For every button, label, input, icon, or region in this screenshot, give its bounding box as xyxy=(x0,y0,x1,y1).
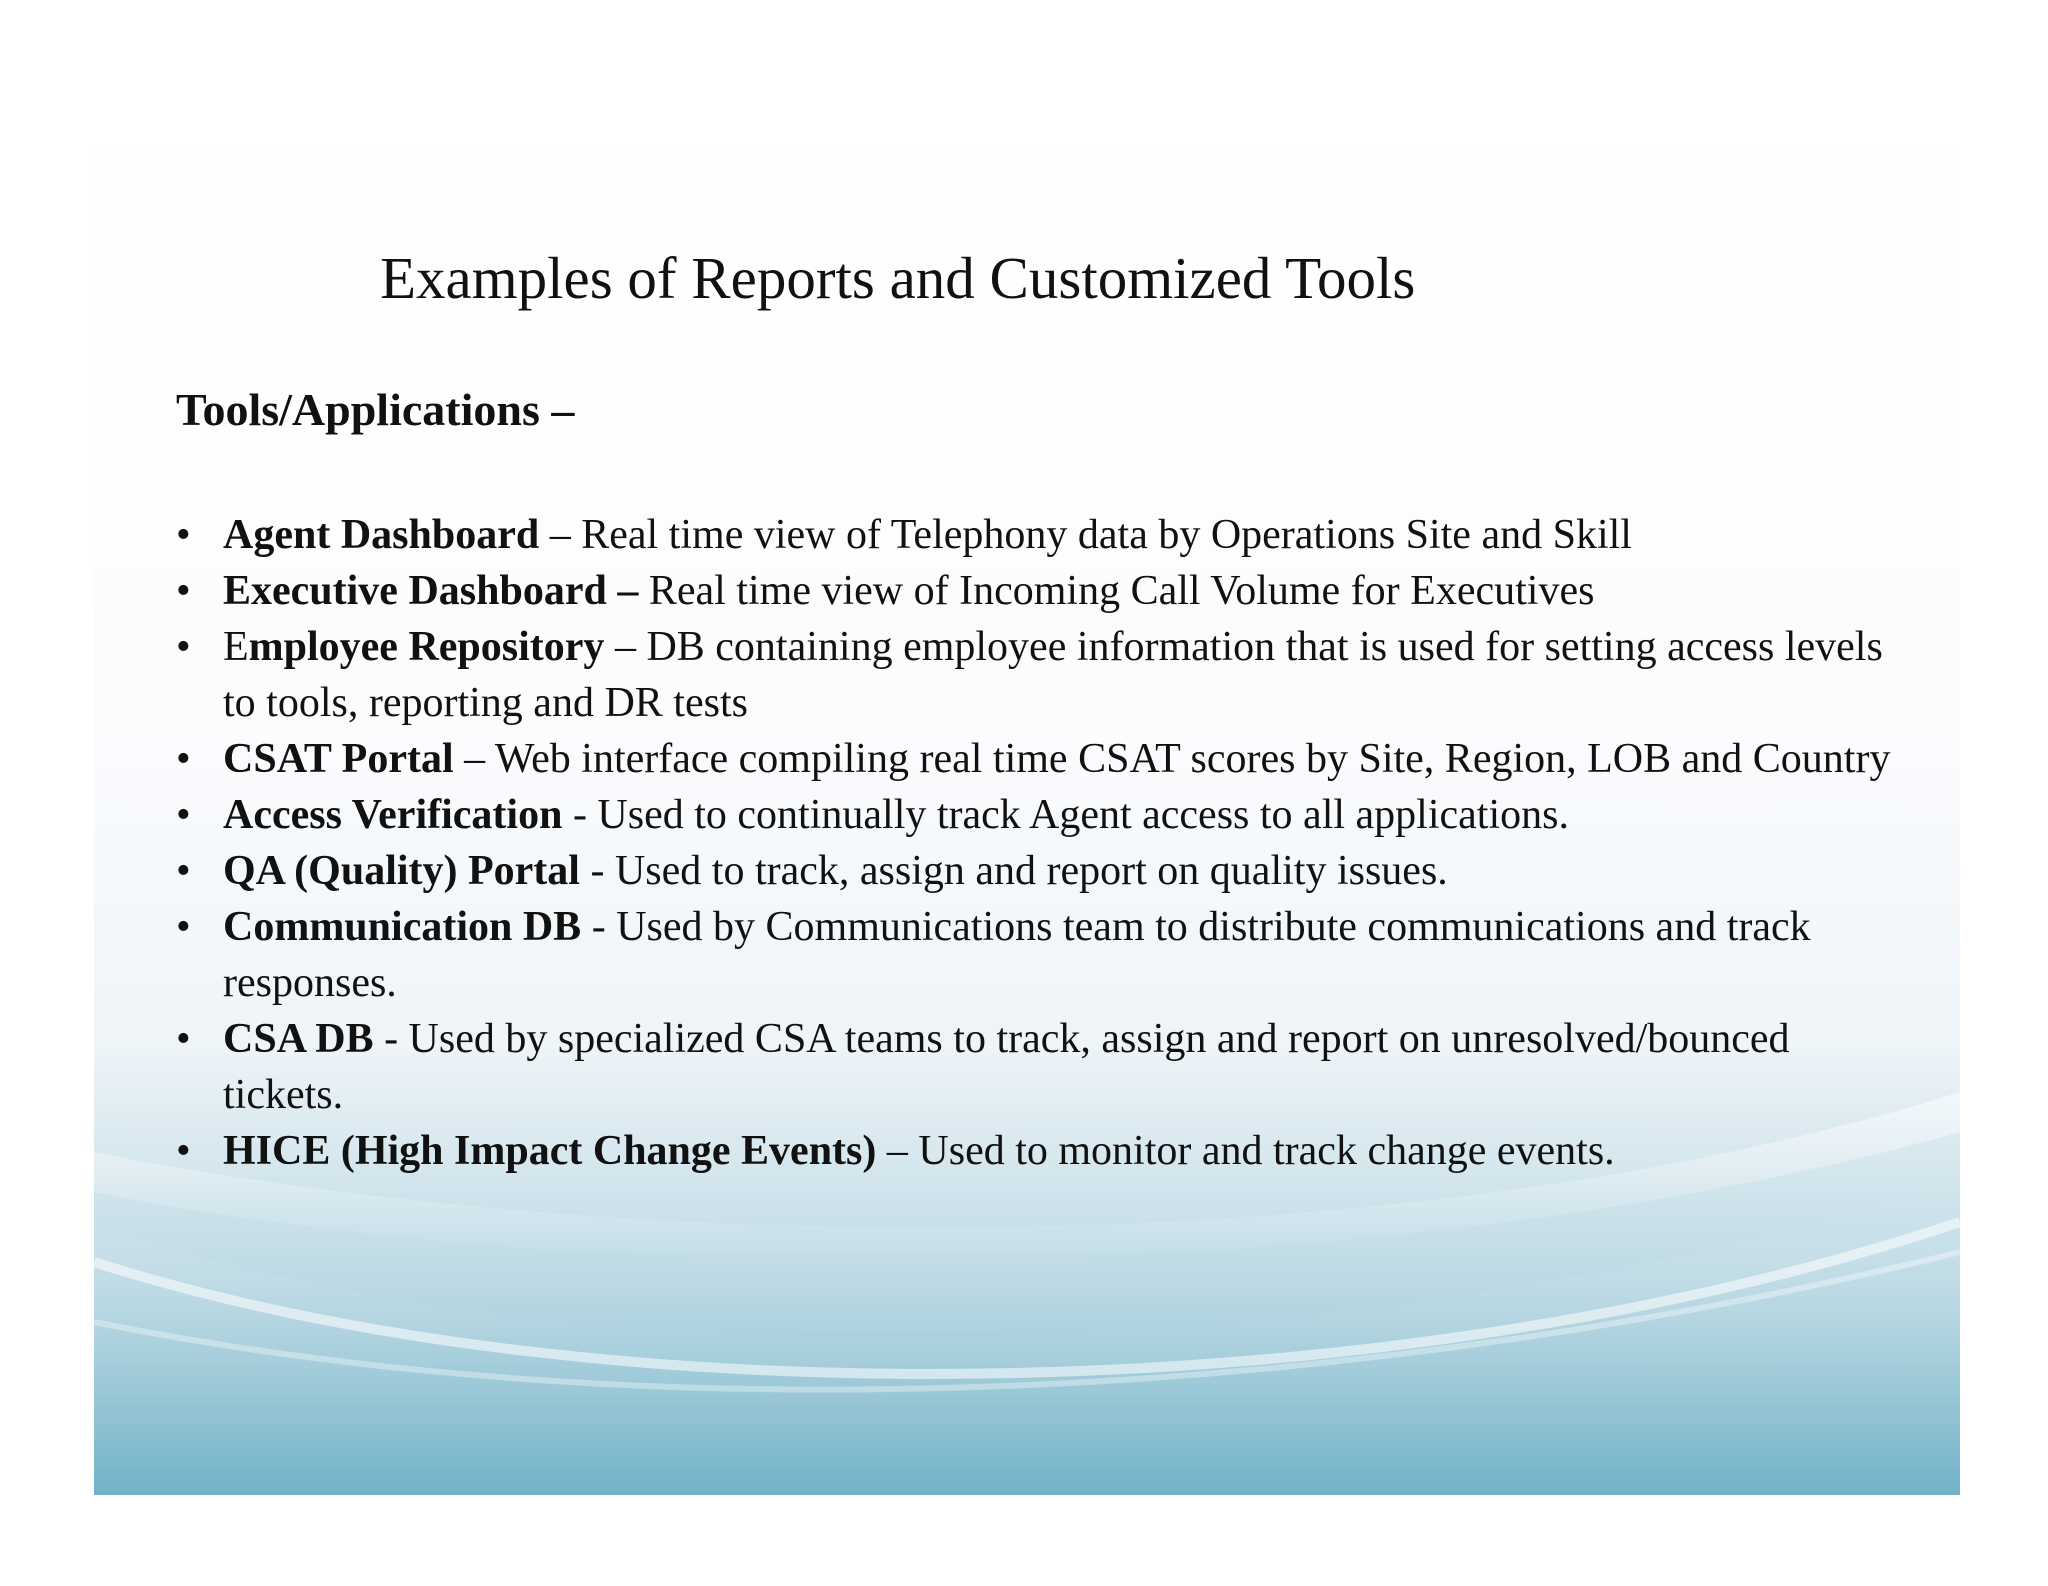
item-name: QA (Quality) Portal xyxy=(223,848,580,894)
item-description: - Used to track, assign and report on quality issues. xyxy=(579,848,1448,894)
item-description: Real time view of Incoming Call Volume for Executives xyxy=(638,568,1595,614)
bullet-icon: • xyxy=(176,848,191,894)
bullet-icon: • xyxy=(176,736,191,782)
list-item xyxy=(176,899,1906,1011)
item-name: Agent Dashboard xyxy=(223,512,540,558)
list-item xyxy=(176,731,1906,787)
list-item xyxy=(176,1011,1906,1123)
item-description: – DB containing employee information that is used for setting access levels to tools, reporting and DR tests xyxy=(223,624,1883,726)
list-item xyxy=(176,507,1906,563)
list-item xyxy=(176,787,1906,843)
section-heading: Tools/Applications – xyxy=(176,384,575,435)
bullet-icon: • xyxy=(176,624,191,670)
list-item xyxy=(176,563,1906,619)
bullet-icon: • xyxy=(176,568,191,614)
item-description: – Web interface compiling real time CSAT scores by Site, Region, LOB and Country xyxy=(453,736,1891,782)
list-item xyxy=(176,1123,1906,1179)
bullet-icon: • xyxy=(176,904,191,950)
bullet-icon: • xyxy=(176,792,191,838)
item-name: CSA DB xyxy=(223,1016,374,1062)
item-name: CSAT Portal xyxy=(223,736,454,782)
item-name: Executive Dashboard – xyxy=(223,568,639,614)
list-item xyxy=(176,843,1906,899)
slide xyxy=(94,92,1960,1495)
item-name: mployee Repository xyxy=(248,624,605,670)
item-name: Access Verification xyxy=(223,792,563,838)
item-description: - Used by specialized CSA teams to track, assign and report on unresolved/bounced tickets. xyxy=(223,1016,1790,1118)
item-description: – Used to monitor and track change events. xyxy=(876,1128,1615,1174)
bullet-icon: • xyxy=(176,1128,191,1174)
tools-list xyxy=(176,507,1906,1179)
list-item xyxy=(176,619,1906,731)
slide-title: Examples of Reports and Customized Tools xyxy=(380,245,1416,311)
bullet-icon: • xyxy=(176,512,191,558)
item-description: – Real time view of Telephony data by Operations Site and Skill xyxy=(539,512,1632,558)
item-name: Communication DB xyxy=(223,904,582,950)
item-name-prefix: E xyxy=(223,624,249,670)
item-name: HICE (High Impact Change Events) xyxy=(223,1128,877,1174)
item-description: - Used to continually track Agent access to all applications. xyxy=(562,792,1569,838)
bullet-icon: • xyxy=(176,1016,191,1062)
item-description: - Used by Communications team to distribute communications and track responses. xyxy=(223,904,1811,1006)
